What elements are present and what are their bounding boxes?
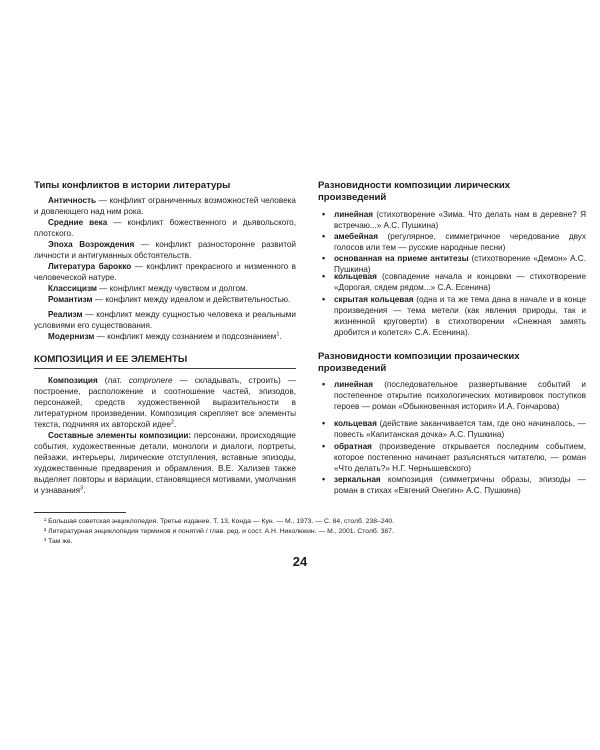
conflict-item: Классицизм — конфликт между чувством и долгом.	[48, 284, 248, 293]
bullet-icon: •	[322, 209, 326, 219]
lyric-composition-heading: Разновидности композиции лирических произведений	[318, 180, 511, 203]
prose-list-item: • зеркальная композиция (симметричны образы, эпизоды — роман в стихах «Евгений Онегин» А.С. Пушкина)	[322, 474, 586, 495]
lyric-list-item: • линейная (стихотворение «Зима. Что делать нам в деревне? Я встречаю...» А.С. Пушкина)	[322, 209, 586, 230]
composition-heading: КОМПОЗИЦИЯ И ЕЕ ЭЛЕМЕНТЫ	[34, 354, 188, 365]
conflict-item: Средние века — конфликт божественного и дьявольского, плотского.	[34, 218, 296, 238]
page-number: 24	[292, 554, 308, 569]
conflict-item: Романтизм — конфликт между идеалом и действительностью.	[48, 295, 291, 304]
prose-composition-heading: Разновидности композиции прозаических произведений	[318, 351, 520, 374]
lyric-list-item: • скрытая кольцевая (одна и та же тема дана в начале и в конце произведения — тема метели (как явления природы, так и жизненной круговерти) в стихотворении «Снежная замять дробится и колется» С.А. Есенина).	[322, 294, 586, 337]
prose-list-item: • линейная (последовательное развертывание событий и постепенное открытие психологических мотивировок поступков героев — роман «Обыкновенная история» И.А. Гончарова)	[322, 379, 586, 411]
bullet-icon: •	[322, 379, 326, 389]
prose-list-item: • кольцевая (действие заканчивается там, где оно начиналось, — повесть «Капитанская дочка» А.С. Пушкина)	[322, 418, 586, 439]
conflict-item: Реализм — конфликт между сущностью человека и реальными условиями его существования.	[34, 310, 296, 330]
lyric-list-item: • кольцевая (совпадение начала и концовки — стихотворение «Дорогая, сядем рядом...» С.А. Есенина)	[322, 271, 586, 292]
bullet-icon: •	[322, 418, 326, 428]
footnote-divider	[34, 512, 126, 513]
footnote-3: ³ Там же.	[44, 538, 73, 545]
conflicts-heading: Типы конфликтов в истории литературы	[34, 180, 231, 191]
bullet-icon: •	[322, 294, 326, 304]
conflict-item: Античность — конфликт ограниченных возможностей человека и довлеющего над ним рока.	[34, 196, 296, 216]
lyric-list-item: • основанная на приеме антитезы (стихотворение «Демон» А.С. Пушкина)	[322, 253, 586, 274]
conflict-item: Эпоха Возрождения — конфликт разносторонне развитой личности и антигуманных обстоятельств.	[34, 240, 297, 260]
conflict-item: Модернизм — конфликт между сознанием и подсознанием$^1$.	[48, 331, 282, 341]
bullet-icon: •	[322, 231, 326, 241]
composition-elements-paragraph: Составные элементы композиции: персонажи, происходящие события, художественные детали, монологи и диалоги, портреты, пейзажи, интерьеры, лирические отступления, вставные эпизоды, художественные предварения и обрамления. В.Е. Хализев также выделяет повторы и вариации, становящиеся мотивами, умолчания и узнавания$^3$.	[34, 431, 296, 495]
bullet-icon: •	[322, 271, 326, 281]
conflict-item: Литература барокко — конфликт прекрасного и низменного в человеческой натуре.	[34, 262, 296, 282]
lyric-list-item: • амебейная (регулярное, симметричное чередование двух голосов или тем — русские народные песни)	[322, 231, 586, 252]
prose-list-item: • обратная (произведение открывается последним событием, которое постепенно начинает разъясняться читателю, — роман «Что делать?» Н.Г. Чернышевского)	[322, 441, 586, 473]
bullet-icon: •	[322, 474, 326, 484]
bullet-icon: •	[322, 441, 326, 451]
bullet-icon: •	[322, 253, 326, 263]
composition-paragraph: Композиция (лат. compronere — складывать, строить) — построение, расположение и соотношение частей, эпизодов, персонажей, средств художественной выразительности в литературном произведении. Композиция скрепляет все элементы текста, подчиняя их авторской идее$^2$.	[34, 376, 296, 429]
composition-heading-rule	[34, 368, 296, 369]
footnote-1: ¹ Большая советская энциклопедия. Третье издание. Т. 13, Конда — Кун. — М., 1973. — С. 84, столб. 238–240.	[44, 518, 395, 525]
footnote-2: ² Литературная энциклопедия терминов и понятий / глав. ред. и сост. А.Н. Николюкин. — М., 2001. Столб. 387.	[44, 528, 394, 535]
